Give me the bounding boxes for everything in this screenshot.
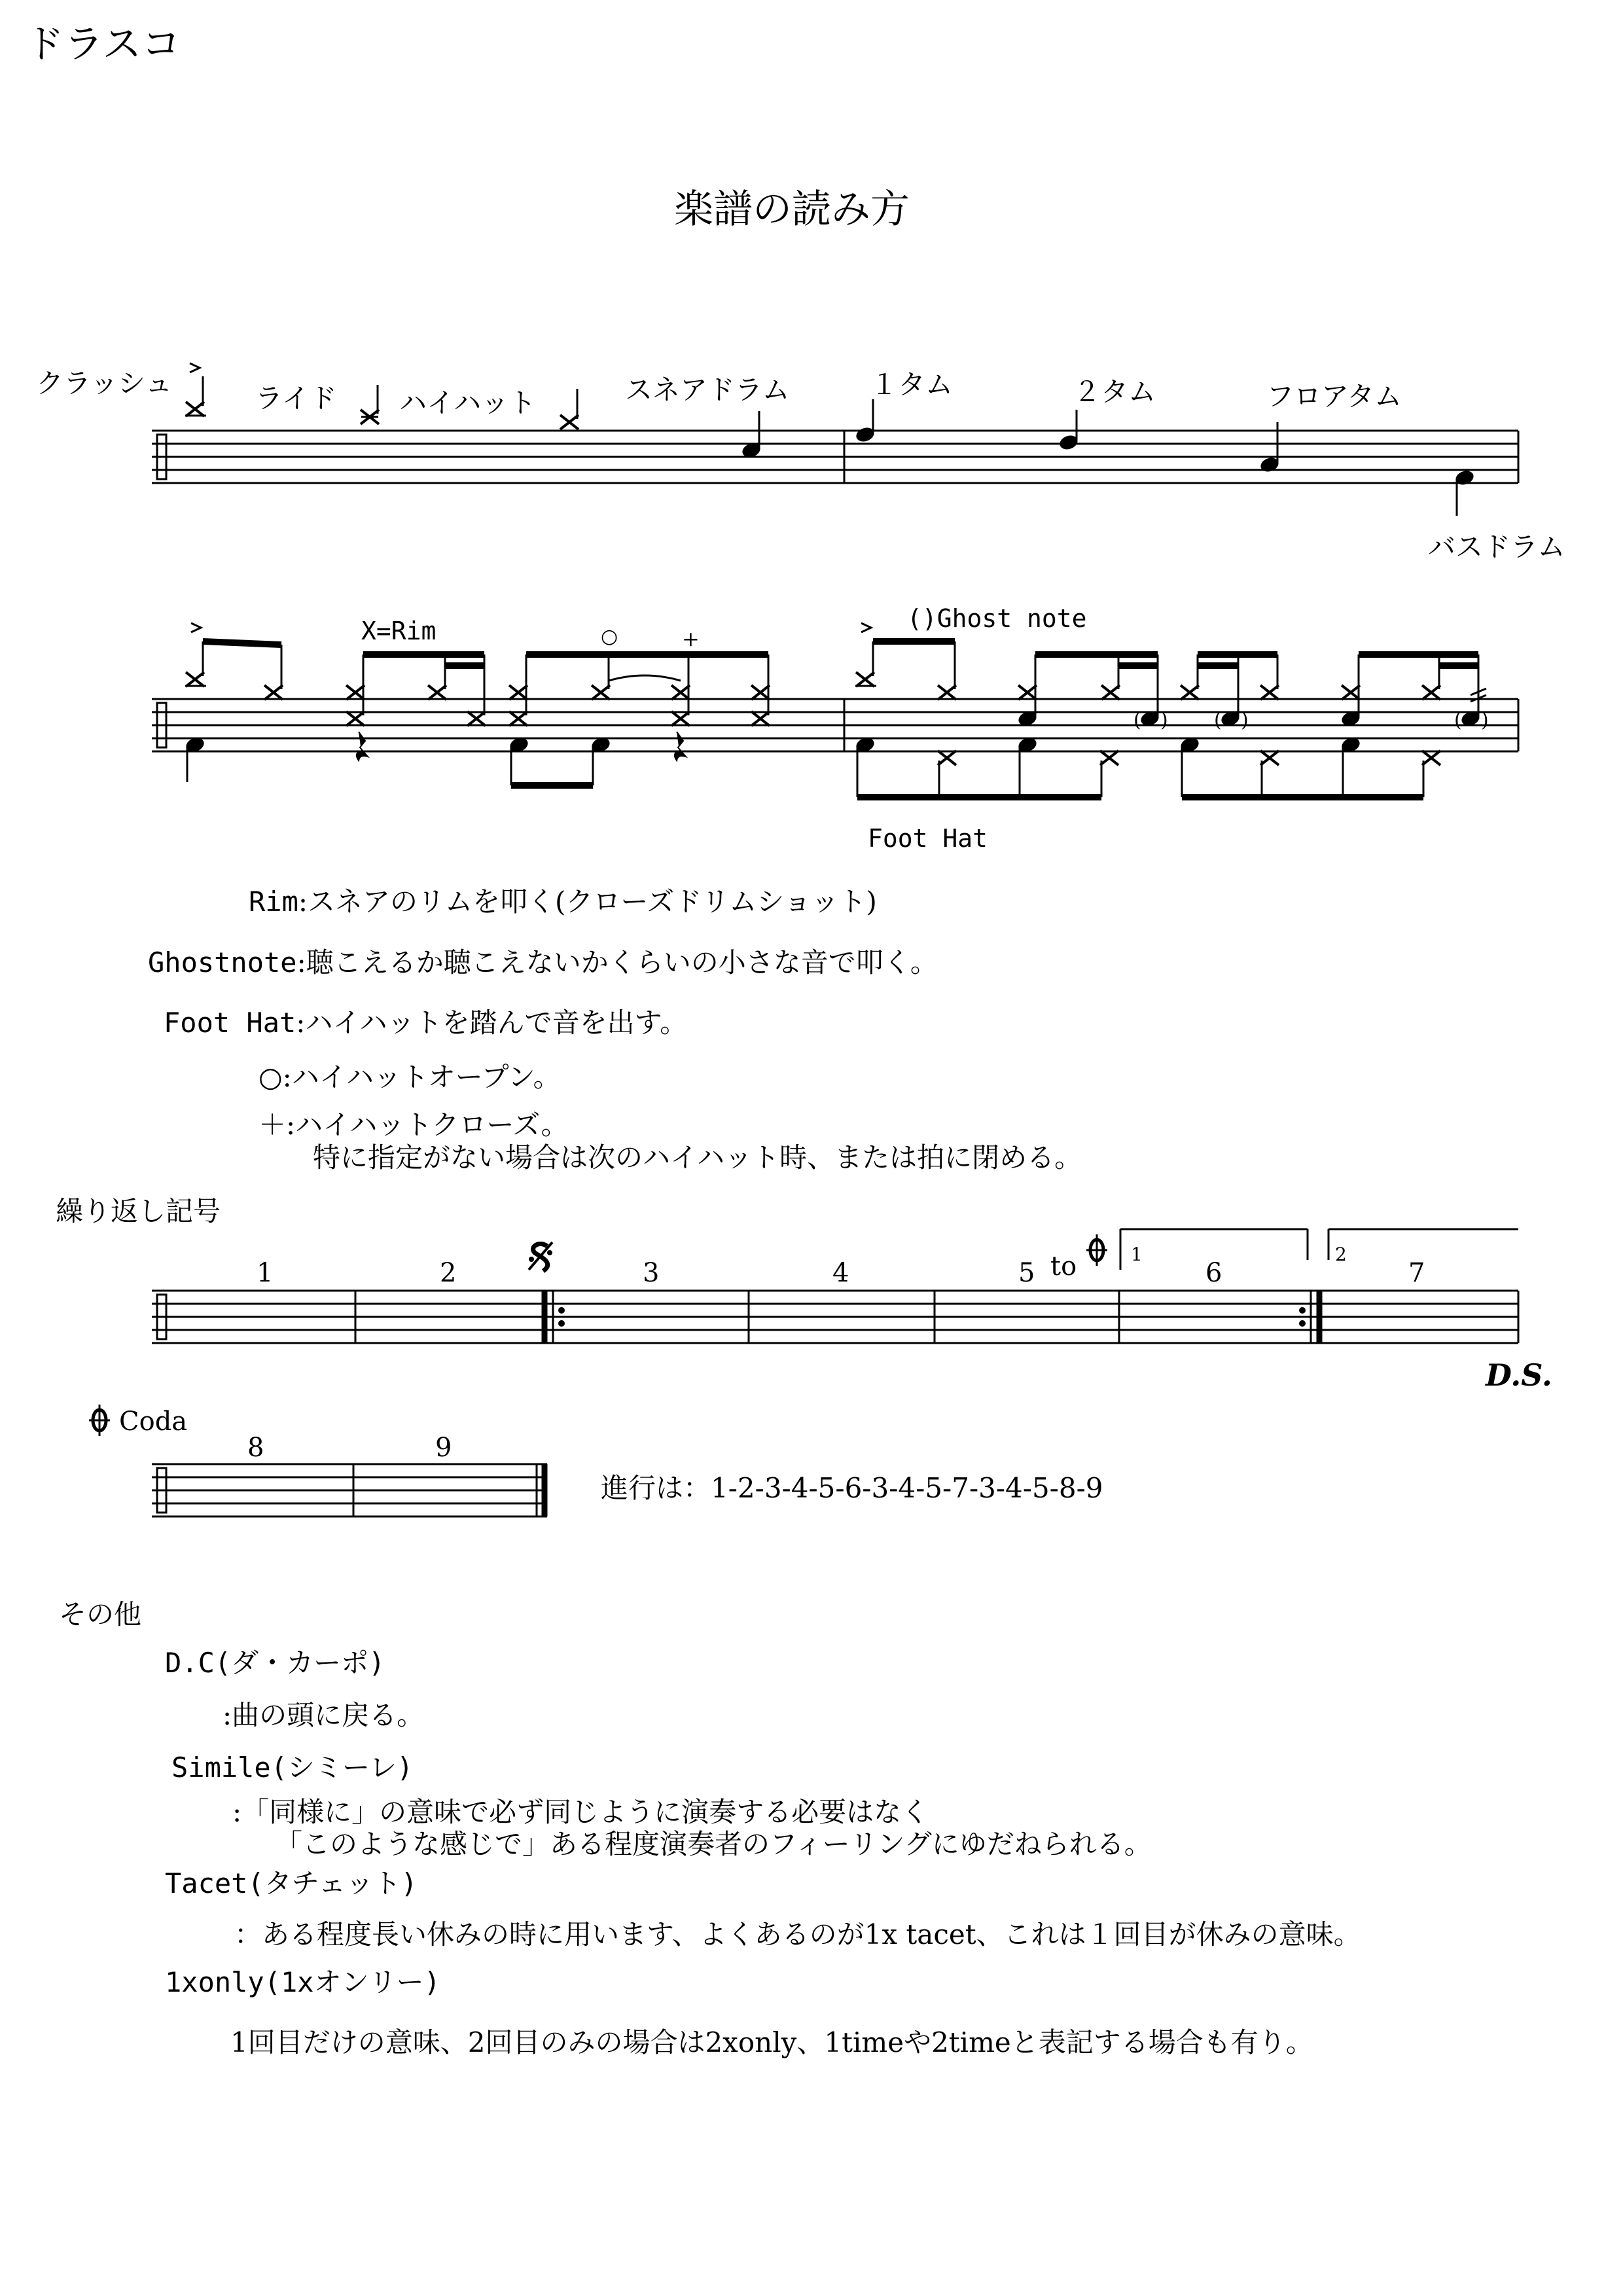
once-text: 1回目だけの意味、2回目のみの場合は2xonly、1timeや2timeと表記する場合も有り。	[230, 2026, 1313, 2058]
definition-term: Foot Hat	[164, 1007, 296, 1039]
staff-instrument-key	[152, 363, 1518, 516]
coda-label: Coda	[119, 1407, 188, 1437]
measure-number: 4	[832, 1258, 849, 1288]
measure-1-upper	[185, 623, 770, 726]
label-floor-tom: フロアタム	[1266, 380, 1402, 412]
open-mark: ○	[601, 625, 618, 648]
staff-coda	[89, 1405, 547, 1516]
note-tom1	[854, 399, 876, 444]
svg-text:): )	[1481, 709, 1489, 732]
svg-text:(: (	[1214, 709, 1222, 732]
measure-2-lower	[854, 736, 1440, 797]
svg-text:): )	[1160, 709, 1168, 732]
definition-text: :聴こえるか聴こえないかくらいの小さな音で叩く。	[296, 946, 938, 978]
definition-term: Ghostnote	[148, 946, 297, 978]
label-bass-drum: バスドラム	[1428, 531, 1565, 563]
note-snare	[740, 411, 762, 459]
label-tom1: １タム	[870, 368, 954, 401]
progression-text: 進行は：1-2-3-4-5-6-3-4-5-7-3-4-5-8-9	[601, 1472, 1103, 1504]
ending-2-bracket	[1329, 1229, 1518, 1260]
measure-1-lower	[184, 732, 686, 785]
close-mark: +	[682, 626, 700, 651]
measure-number: 5	[1018, 1258, 1035, 1288]
rim-label: X=Rim	[361, 617, 437, 645]
label-snare: スネアドラム	[625, 374, 790, 406]
definition-term: ＋	[259, 1109, 287, 1141]
measure-number: 1	[257, 1258, 274, 1288]
measure-number: 6	[1205, 1258, 1222, 1288]
simile-title: Simile(シミーレ)	[171, 1751, 414, 1784]
tacet-text: ：ある程度長い休みの時に用います、よくあるのが1x tacet、これは１回目が休みの意味。	[234, 1918, 1361, 1950]
quarter-rest	[675, 732, 686, 761]
corner-title: ドラスコ	[25, 22, 181, 67]
coda-icon	[89, 1405, 110, 1436]
label-ride: ライド	[255, 382, 337, 414]
label-tom2: ２タム	[1073, 376, 1156, 408]
staff-example	[152, 623, 1518, 797]
note-hihat	[560, 389, 579, 429]
svg-text:(: (	[1133, 709, 1141, 732]
note-crash	[185, 363, 206, 416]
staff-repeat	[152, 1229, 1518, 1343]
measure-number: 7	[1408, 1258, 1425, 1288]
definition-text: :スネアのリムを叩く(クローズドリムショット)	[298, 886, 877, 918]
label-hihat: ハイハット	[399, 387, 537, 419]
definition-text: :ハイハットを踏んで音を出す。	[296, 1007, 688, 1039]
tacet-title: Tacet(タチェット)	[165, 1867, 418, 1899]
ghost-label: ()Ghost note	[907, 604, 1087, 633]
definition-text: :ハイハットクローズ。	[286, 1109, 569, 1141]
definition-term: ○	[259, 1061, 283, 1093]
svg-text:(: (	[1454, 709, 1462, 732]
svg-text:): )	[1241, 709, 1249, 732]
definition-text: :ハイハットオープン。	[282, 1061, 561, 1093]
dc-text: :曲の頭に戻る。	[223, 1699, 425, 1731]
repeat-heading: 繰り返し記号	[56, 1195, 221, 1227]
ending-1-number: 1	[1131, 1244, 1143, 1265]
simile-text-line2: 「このような感じで」ある程度演奏者のフィーリングにゆだねられる。	[275, 1828, 1152, 1860]
simile-text-line1: :「同様に」の意味で必ず同じように演奏する必要はなく	[232, 1796, 929, 1828]
dc-title: D.C(ダ・カーポ)	[165, 1647, 385, 1679]
once-title: 1xonly(1xオンリー)	[165, 1966, 440, 1998]
foot-hat-label: Foot Hat	[868, 824, 988, 853]
note-bass-drum	[1454, 469, 1475, 516]
measure-2-upper	[855, 623, 1489, 732]
other-heading: その他	[59, 1598, 142, 1630]
note-ride	[361, 385, 379, 424]
measure-number: 9	[435, 1433, 452, 1463]
to-coda-text: to	[1050, 1251, 1077, 1282]
quarter-rest	[357, 732, 368, 761]
label-crash: クラッシュ	[36, 367, 173, 399]
measure-number: 2	[440, 1258, 457, 1288]
page-title: 楽譜の読み方	[674, 187, 910, 232]
close-note: 特に指定がない場合は次のハイハット時、または拍に閉める。	[313, 1141, 1082, 1174]
measure-number: 8	[247, 1433, 264, 1463]
coda-icon	[1086, 1234, 1107, 1266]
ending-1-bracket	[1120, 1229, 1308, 1270]
segno-icon	[529, 1242, 552, 1271]
ending-2-number: 2	[1335, 1244, 1347, 1265]
definition-term: Rim	[249, 886, 298, 918]
measure-number: 3	[643, 1258, 660, 1288]
ds-marking: D.S.	[1486, 1357, 1552, 1393]
